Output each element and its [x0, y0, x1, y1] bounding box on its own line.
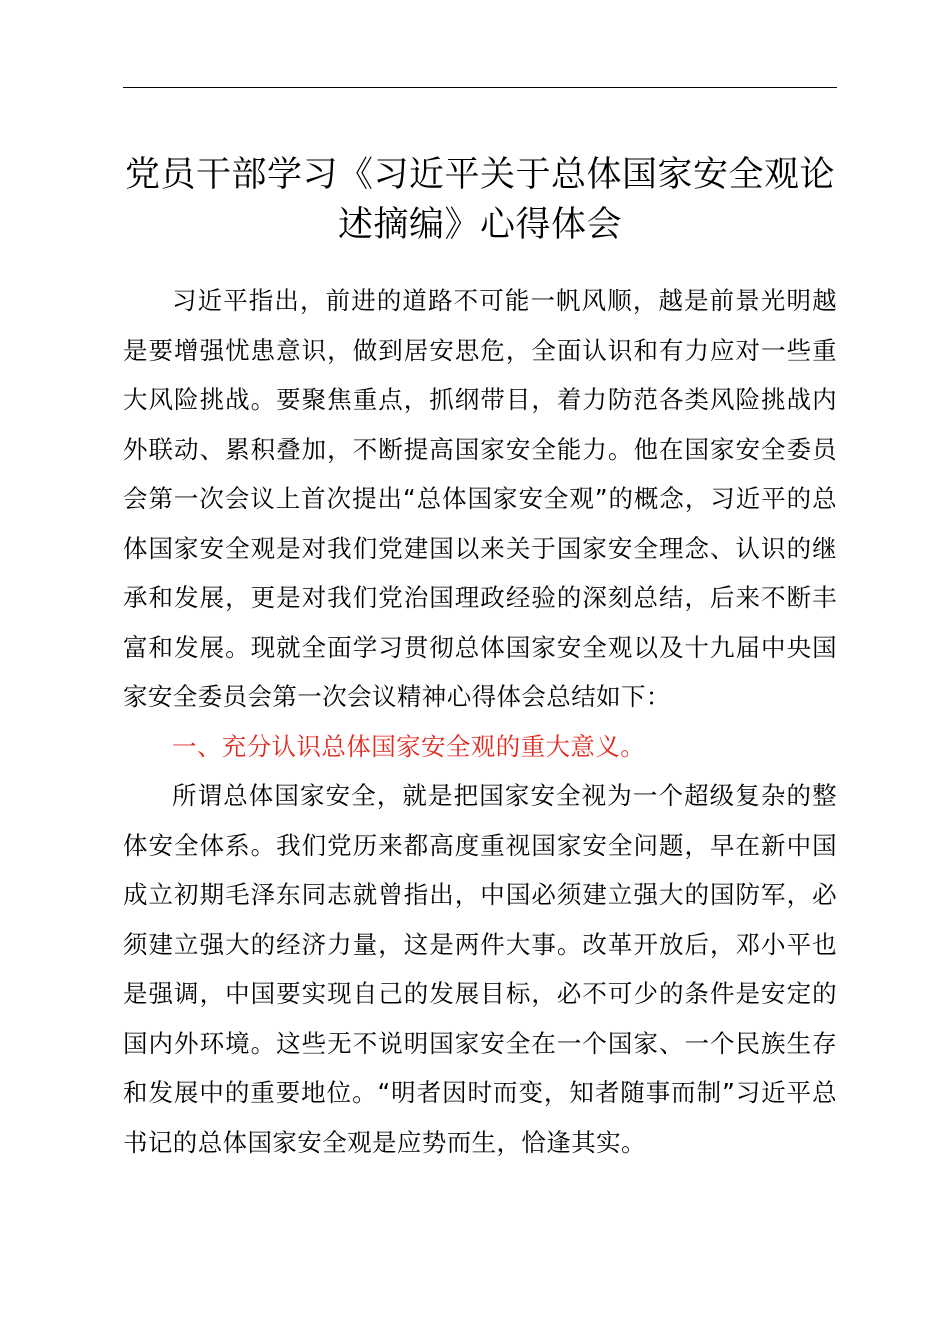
intro-paragraph: 习近平指出，前进的道路不可能一帆风顺，越是前景光明越是要增强忧患意识，做到居安思危，全面认识和有力应对一些重大风险挑战。要聚焦重点，抓纲带目，着力防范各类风险挑战内外联动、累积叠加，不断提高国家安全能力。他在国家安全委员会第一次会议上首次提出“总体国家安全观”的概念，习近平的总体国家安全观是对我们党建国以来关于国家安全理念、认识的继承和发展，更是对我们党治国理政经验的深刻总结，后来不断丰富和发展。现就全面学习贯彻总体国家安全观以及十九届中央国家安全委员会第一次会议精神心得体会总结如下：	[123, 286, 837, 711]
document-body	[123, 276, 837, 1167]
section-1-paragraph: 所谓总体国家安全，就是把国家安全视为一个超级复杂的整体安全体系。我们党历来都高度重视国家安全问题，早在新中国成立初期毛泽东同志就曾指出，中国必须建立强大的国防军，必须建立强大的经济力量，这是两件大事。改革开放后，邓小平也是强调，中国要实现自己的发展目标，必不可少的条件是安定的国内外环境。这些无不说明国家安全在一个国家、一个民族生存和发展中的重要地位。“明者因时而变，知者随事而制”习近平总书记的总体国家安全观是应势而生，恰逢其实。	[123, 781, 837, 1157]
title-line-1: 党员干部学习《习近平关于总体国家安全观论	[124, 155, 835, 195]
header-rule	[123, 87, 837, 88]
title-line-2: 述摘编》心得体会	[337, 205, 622, 245]
document-title	[100, 150, 860, 250]
section-heading-1: 一、充分认识总体国家安全观的重大意义。	[172, 731, 646, 761]
